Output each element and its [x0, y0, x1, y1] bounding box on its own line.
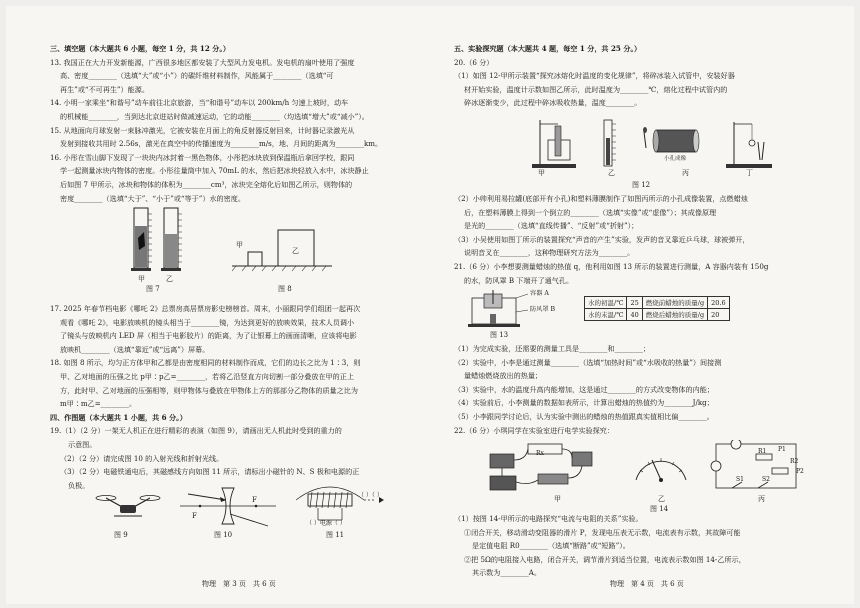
- q18-line2: 甲、乙对地面的压强之比 p甲∶p乙=________，若将乙沿竖直方向切割一部分叠放在甲的正上: [60, 371, 354, 381]
- q20-line4: 碎冰逐渐变少，此过程中碎冰吸收热量，温度________。: [464, 98, 642, 108]
- q22-1-b-line2: 其示数为________A。: [472, 568, 541, 578]
- right-page-mid: [454, 192, 834, 287]
- fig12-label-yi: 乙: [608, 169, 615, 177]
- q13-line3: 再生”或“不可再生”）能源。: [60, 84, 149, 94]
- fig14-caption: 图 14: [650, 505, 669, 513]
- fig14-S1: S1: [736, 476, 744, 483]
- q19-line3: （2）（2 分）请完成图 10 的入射光线和折射光线。: [60, 453, 224, 463]
- fig11-power-label: （ ）电源（ ）: [306, 520, 346, 527]
- q17-line3: 了镜头与放映机内 LED 屏（相当于电影胶片）的距离，为了让银幕上的画面清晰，应该将电影: [60, 331, 357, 341]
- q18-line1: 18. 如图 8 所示，均匀正方体甲和乙都是由密度相同的材料制作而成，它们的边长之比为 1∶3，则: [50, 358, 361, 368]
- q21-line1: 21.（6 分）小李想要测量蜡烛的热值 q，他利用如图 13 所示的装置进行测量，A 容器内装有 150g: [454, 261, 769, 271]
- fig9-caption: 图 9: [114, 531, 128, 539]
- right-page-bottom: [454, 512, 834, 580]
- figure-8-cubes: [228, 226, 338, 276]
- right-page-lower: [454, 342, 834, 437]
- q16-line2: 学一起测量冰块内物体的密度。小彤往量筒中加入 70mL 的水，然后把冰块轻放入水中，冰块静止: [60, 166, 369, 176]
- fig14-P2: P2: [796, 468, 804, 475]
- table-cell: 40: [627, 309, 642, 321]
- table-cell: 燃烧后蜡烛的质量/g: [642, 309, 707, 321]
- fig7-caption: 图 7: [146, 285, 160, 293]
- q20-line1: 20.（6 分）: [454, 57, 494, 67]
- fig14-label-jia: 甲: [554, 495, 561, 503]
- table-row: [585, 309, 730, 321]
- q16-line1: 16. 小彤在雪山脚下发现了一块块内冰封着一黑色物体，小彤把冰块放到保温瓶后拿回学校，跟同: [50, 152, 355, 162]
- fig11-needle-brackets: （ ）（ ）: [358, 492, 383, 499]
- q20-2-line3: 是光的________（选填“直线传播”、“反射”或“折射”）；: [464, 221, 639, 231]
- table-cell: 20.6: [708, 297, 729, 309]
- figure-13-apparatus: [468, 290, 538, 330]
- q18-line3: 方，此时甲、乙对地面的压强相等，则甲物体与叠放在甲物体上方的那部分乙物体的质量之比为: [60, 385, 358, 395]
- fig14-S2: S2: [762, 476, 770, 483]
- q19-line2: 示意图。: [68, 439, 97, 449]
- q17-line2: 观看《哪吒 2》，电影放映机的镜头相当于________镜，为达到更好的放映效果，技术人员调小: [60, 317, 355, 327]
- fig8-label-jia: 甲: [236, 241, 243, 249]
- q20-2-line1: （2）小帅利用易拉罐(底部开有小孔)和塑料薄膜制作了如图丙所示的小孔成像装置，点燃蜡烛: [454, 194, 748, 203]
- fig7-label-jia: 甲: [138, 275, 145, 283]
- figure-10-lens: [178, 484, 278, 532]
- fig14-label-yi: 乙: [658, 495, 665, 503]
- q22-1-b-line1: ②把 5Ω的电阻接入电路，闭合开关，调节滑片到适当位置，电流表示数如图 14-乙所示，: [464, 554, 746, 564]
- figure-12-apparatus: [522, 118, 772, 170]
- q21-1: （1）为完成实验，还需要的测量工具是________和________；: [454, 344, 651, 353]
- table-cell: 燃烧前蜡烛的质量/g: [642, 297, 707, 309]
- left-page-lower: [50, 302, 430, 492]
- q14-line1: 14. 小明一家乘坐“和谐号”动车前往北京旅游，当“和谐号”动车以 200km/h 匀速上坡时，动车: [50, 98, 349, 108]
- fig14-label-bing: 丙: [758, 495, 765, 503]
- q21-4: （4）实验前后，小李测量的数据如表所示，计算出蜡烛的热值约为________J/kg；: [454, 398, 714, 408]
- fig12-pinhole-label: 小孔成像: [664, 156, 687, 162]
- fig11-caption: 图 11: [326, 531, 345, 539]
- q19-line1: 19.（1）（2 分）一架无人机正在进行精彩的表演（如图 9），请画出无人机此时受到的重力的: [50, 426, 342, 436]
- fig7-label-yi: 乙: [166, 275, 173, 283]
- q14-line2: 的机械能________，当到达北京进站时做减速运动，它的动能________（均选填“增大”或“减小”）。: [60, 111, 369, 121]
- q21-3: （3）实验中，水的温度升高内能增加，这是通过________的方式改变物体的内能；: [454, 384, 714, 394]
- fig13-windshield-b: 防风罩 B: [530, 306, 556, 313]
- q16-line4: 密度________（选填“大于”、“小于”或“等于”）水的密度。: [60, 193, 245, 203]
- left-footer: 物理 第 3 页 共 6 页: [202, 580, 276, 588]
- q21-5: （5）小李跟同学讨论后，认为实验中测出的蜡烛的热值跟真实值相比偏________。: [454, 411, 714, 421]
- table-cell: 20: [708, 309, 729, 321]
- section-4-heading: 四、作图题（本大题共 1 小题，共 6 分。）: [50, 412, 187, 422]
- q16-line3: 后如图 7 甲所示，冰块和物体的体积为________cm³，冰块完全熔化后如图乙所示，则物体的: [60, 179, 353, 189]
- fig14-R2: R2: [790, 458, 799, 465]
- fig12-caption: 图 12: [632, 181, 651, 189]
- q21-line2: 的水，防风罩 B 下端开了通气孔。: [464, 275, 574, 285]
- section-3-heading: 三、填空题（本大题共 6 小题，每空 1 分，共 12 分。）: [50, 44, 230, 53]
- fig12-label-ding: 丁: [746, 169, 753, 177]
- q20-line3: 材开始实验，温度计示数如图乙所示，此时温度为________℃，熔化过程中试管内的: [464, 84, 728, 94]
- exam-sheet: [6, 6, 854, 604]
- fig8-label-yi: 乙: [292, 247, 299, 255]
- q21-2-line1: （2）实验中，小李是通过测量________（选填“加热时间”或“水吸收的热量”）间接测: [454, 357, 722, 367]
- fig14-P1: P1: [778, 446, 786, 453]
- q13-line1: 13. 我国正在大力开发新能源，广西很多地区都安装了大型风力发电机。发电机的扇叶使用了强度: [50, 57, 355, 67]
- right-footer: 物理 第 4 页 共 6 页: [610, 580, 684, 588]
- fig10-F-right: F: [252, 496, 257, 504]
- q22-1-a-line1: ①闭合开关，移动滑动变阻器的滑片 P，发现电压表无示数，电流表有示数，其故障可能: [464, 527, 741, 537]
- fig10-caption: 图 10: [214, 531, 233, 539]
- q20-3-line2: 说明音叉在________，这种物理研究方法为________。: [464, 248, 635, 258]
- q22-1: （1）按图 14-甲所示的电路探究“电流与电阻的关系”实验。: [454, 514, 643, 523]
- q18-line4: m甲∶m乙=________。: [60, 399, 137, 409]
- q13-line2: 高、密度________（选填“大”或“小”）的碳纤维材料制作，风能属于________（选填“可: [60, 71, 334, 81]
- fig14-Rx: Rx: [536, 450, 544, 457]
- q15-line2: 发射到接收共用时 2.56s，激光在真空中的传播速度为________m/s，地、月间的距离为________km。: [60, 139, 383, 149]
- fig12-label-bing: 丙: [682, 169, 689, 177]
- left-page: [50, 42, 430, 205]
- q17-line4: 放映机________（选填“靠近”或“远离”）屏幕。: [60, 344, 210, 354]
- right-page: [454, 42, 834, 110]
- q22-line1: 22.（6 分）小琪同学在实验室进行电学实验探究：: [454, 425, 614, 435]
- fig10-F-left: F: [192, 512, 197, 520]
- q17-line1: 17. 2025 年春节档电影《哪吒 2》总票房高居票房影史榜榜首。周末，小丽跟同学们组团一起再次: [50, 304, 361, 313]
- fig13-container-a: 容器 A: [530, 290, 549, 297]
- q20-3-line1: （3）小吴使用如图丁所示的装置探究“声音的产生”实验，发声的音叉靠近乒乓球，球被弹开，: [454, 234, 750, 244]
- fig14-R1: R1: [758, 448, 767, 455]
- q15-line1: 15. 从地面向月球发射一束脉冲激光，它被安装在月面上的角反射器反射回来，计时器记录激光从: [50, 125, 355, 135]
- fig8-caption: 图 8: [278, 285, 292, 293]
- q20-2-line2: 后，在塑料薄膜上得到一个倒立的________（选填“实像”或“虚像”）；其成像原理: [464, 207, 717, 217]
- figure-9-drone: [94, 490, 164, 524]
- section-5-heading: 五、实验探究题（本大题共 4 题，每空 1 分，共 25 分。）: [454, 44, 642, 53]
- table-cell: 水的初温/℃: [585, 297, 627, 309]
- table-cell: 25: [627, 297, 642, 309]
- figure-14-circuits: [476, 440, 806, 496]
- q21-2-line2: 量蜡烛燃烧放出的热量；: [464, 371, 543, 381]
- table-cell: 水的末温/℃: [585, 309, 627, 321]
- q20-line2: （1）如图 12-甲所示装置“探究冰熔化时温度的变化规律”，将碎冰装入试管中，安装好器: [454, 71, 735, 81]
- q21-data-table: [584, 296, 730, 321]
- fig12-label-jia: 甲: [538, 169, 545, 177]
- q22-1-a-line2: 是定值电阻 R0________（选填“断路”或“短路”）。: [472, 541, 630, 551]
- q19-line4: （3）（2 分）电磁铁通电后，其磁感线方向如图 11 所示，请标出小磁针的 N、S 极和电源的正: [60, 467, 360, 477]
- fig13-caption: 图 13: [490, 331, 509, 339]
- table-row: [585, 297, 730, 309]
- q19-line5: 负极。: [68, 480, 90, 490]
- figure-7-cylinders: [126, 204, 196, 278]
